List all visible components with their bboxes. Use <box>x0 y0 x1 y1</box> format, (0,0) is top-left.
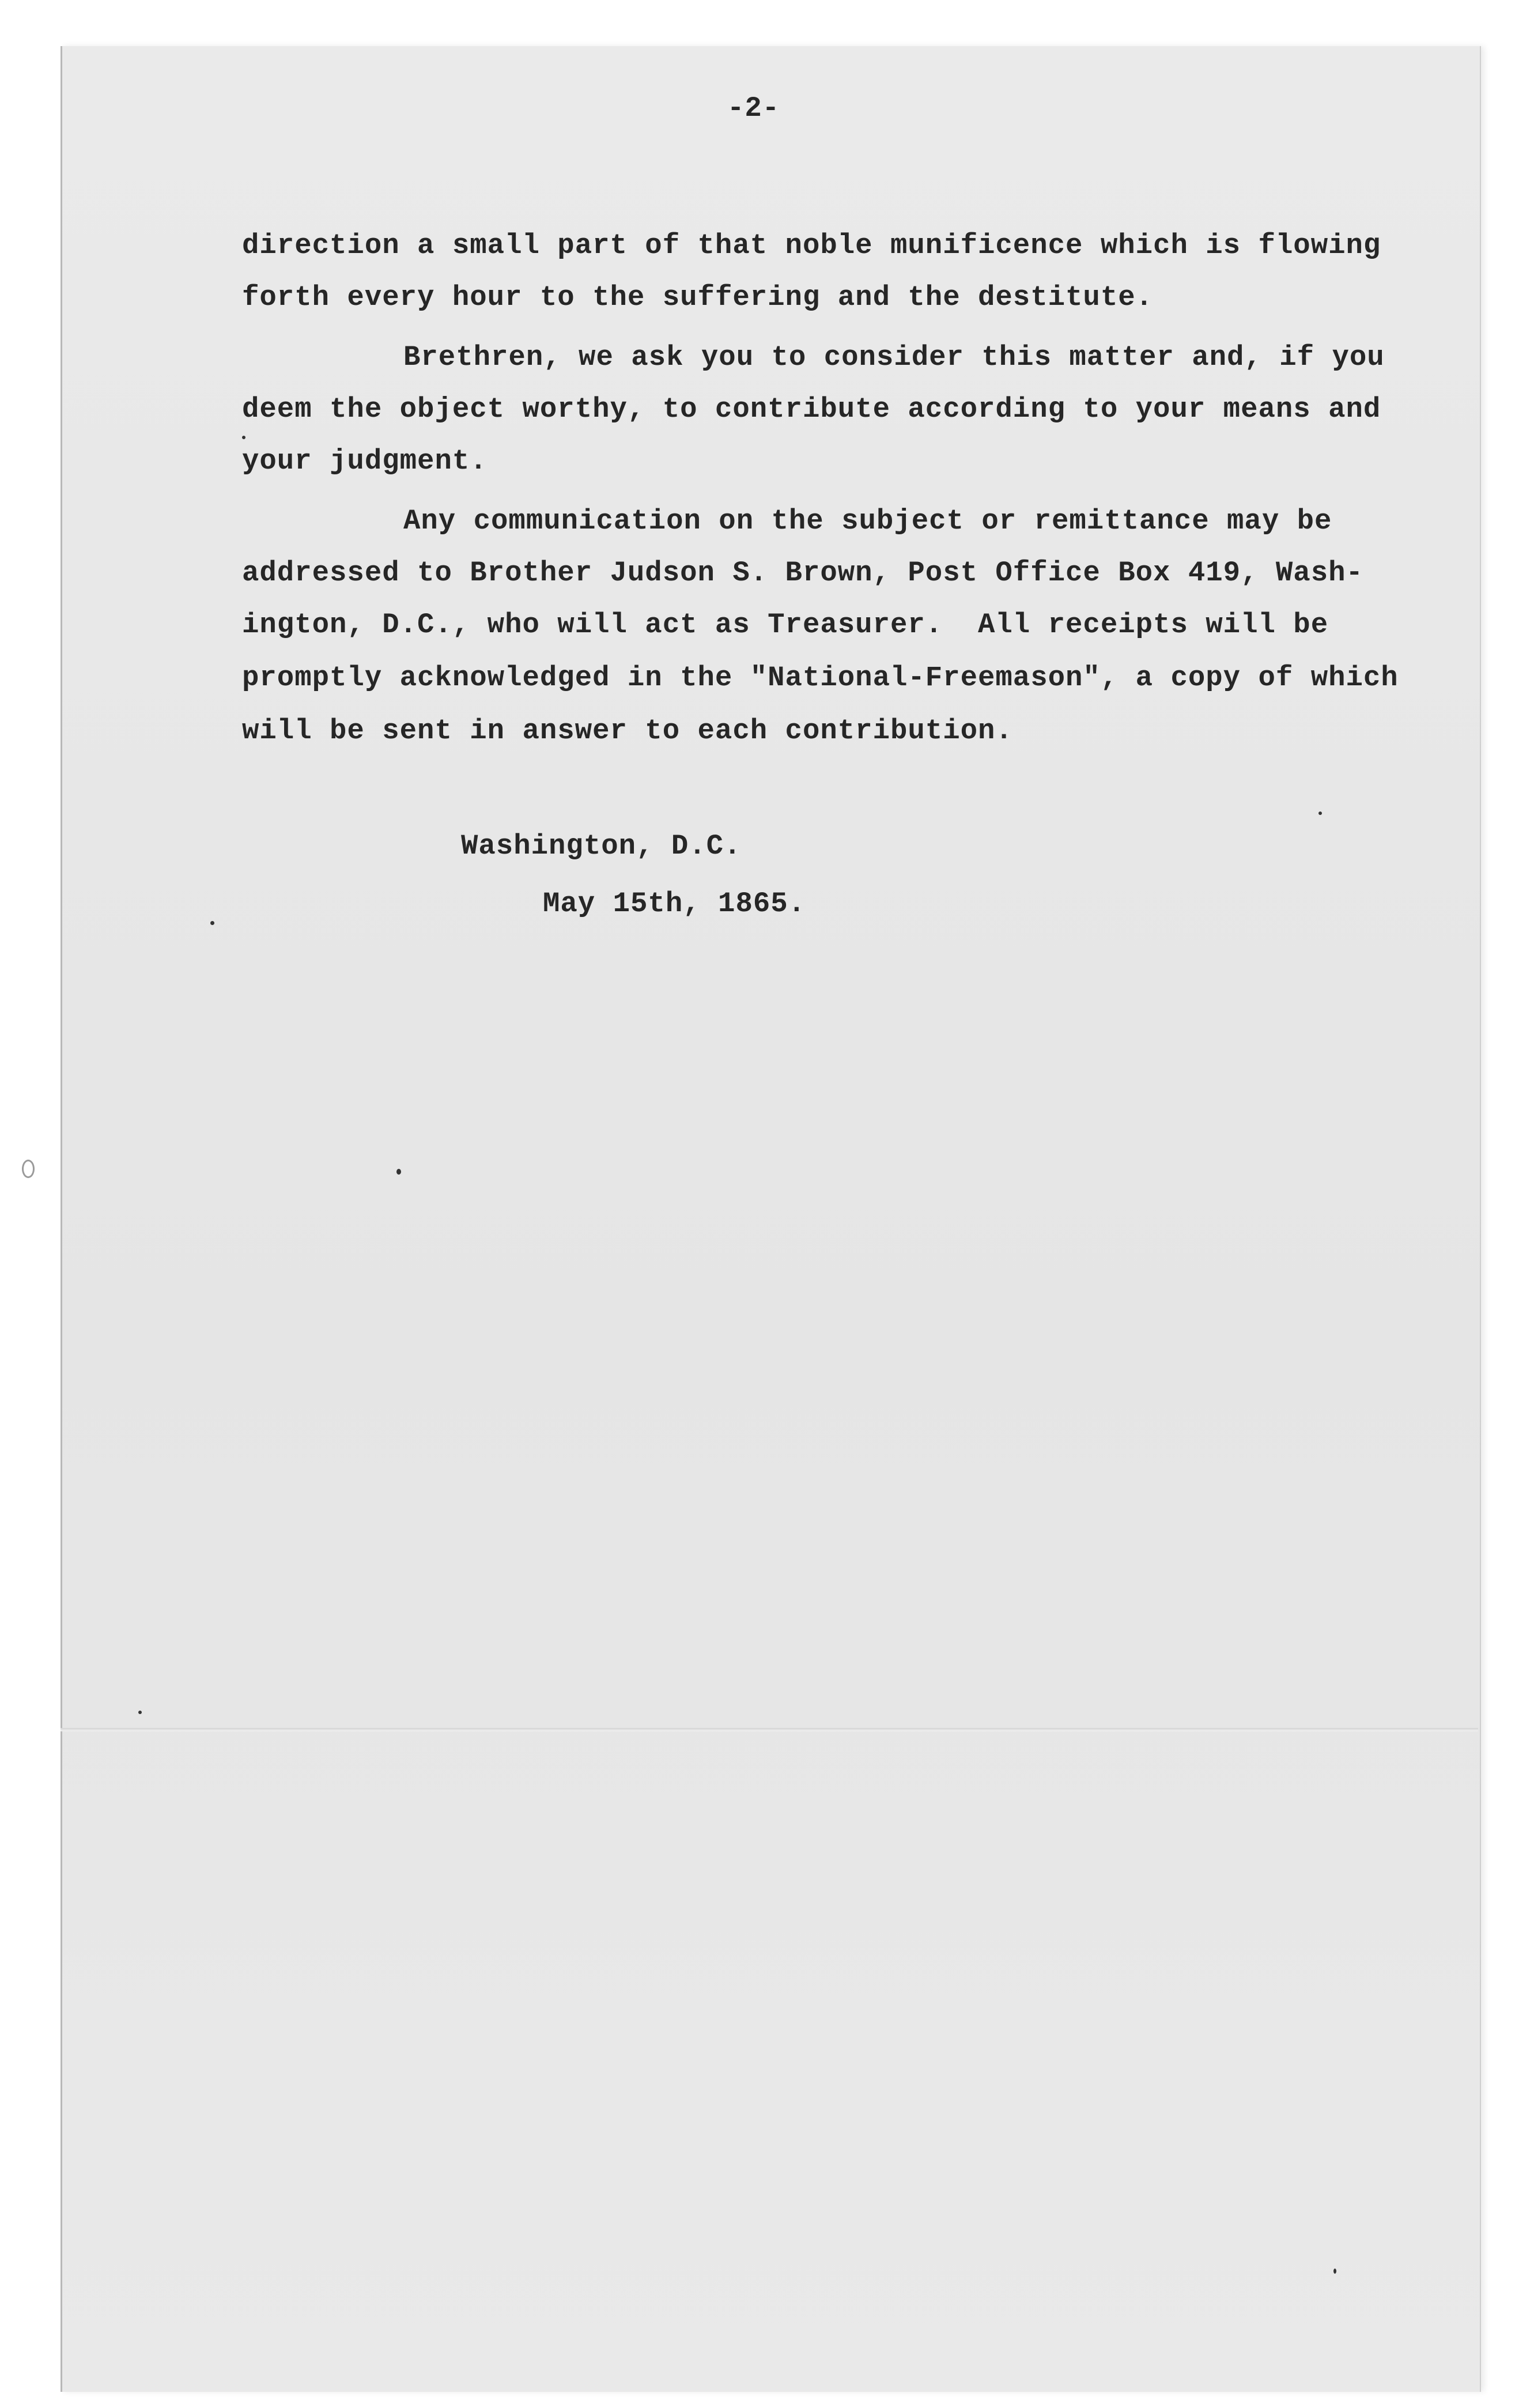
body-line: promptly acknowledged in the "National-Freemason", a copy of which <box>242 662 1399 694</box>
body-line: Brethren, we ask you to consider this matter and, if you <box>403 341 1385 373</box>
paper-speck <box>138 1711 142 1714</box>
signature-place: Washington, D.C. <box>461 830 742 862</box>
body-line: direction a small part of that noble munificence which is flowing <box>242 229 1381 262</box>
paper-speck <box>210 921 214 925</box>
body-line: forth every hour to the suffering and the destitute. <box>242 281 1154 314</box>
signature-date: May 15th, 1865. <box>543 888 806 920</box>
paper-speck <box>242 436 245 439</box>
body-line: your judgment. <box>242 445 488 477</box>
body-line: ington, D.C., who will act as Treasurer. All receipts will be <box>242 609 1329 641</box>
body-line: deem the object worthy, to contribute according to your means and <box>242 393 1381 425</box>
body-line: will be sent in answer to each contribution. <box>242 715 1013 747</box>
paper-speck <box>1333 2269 1336 2274</box>
page-number: -2- <box>727 92 780 124</box>
paper-speck <box>1318 812 1322 815</box>
punch-hole-mark <box>22 1160 35 1178</box>
paper-speck <box>396 1169 401 1175</box>
body-line: Any communication on the subject or remittance may be <box>403 505 1332 537</box>
body-line: addressed to Brother Judson S. Brown, Post Office Box 419, Wash- <box>242 557 1363 589</box>
paper-fold-line <box>61 1728 1478 1731</box>
